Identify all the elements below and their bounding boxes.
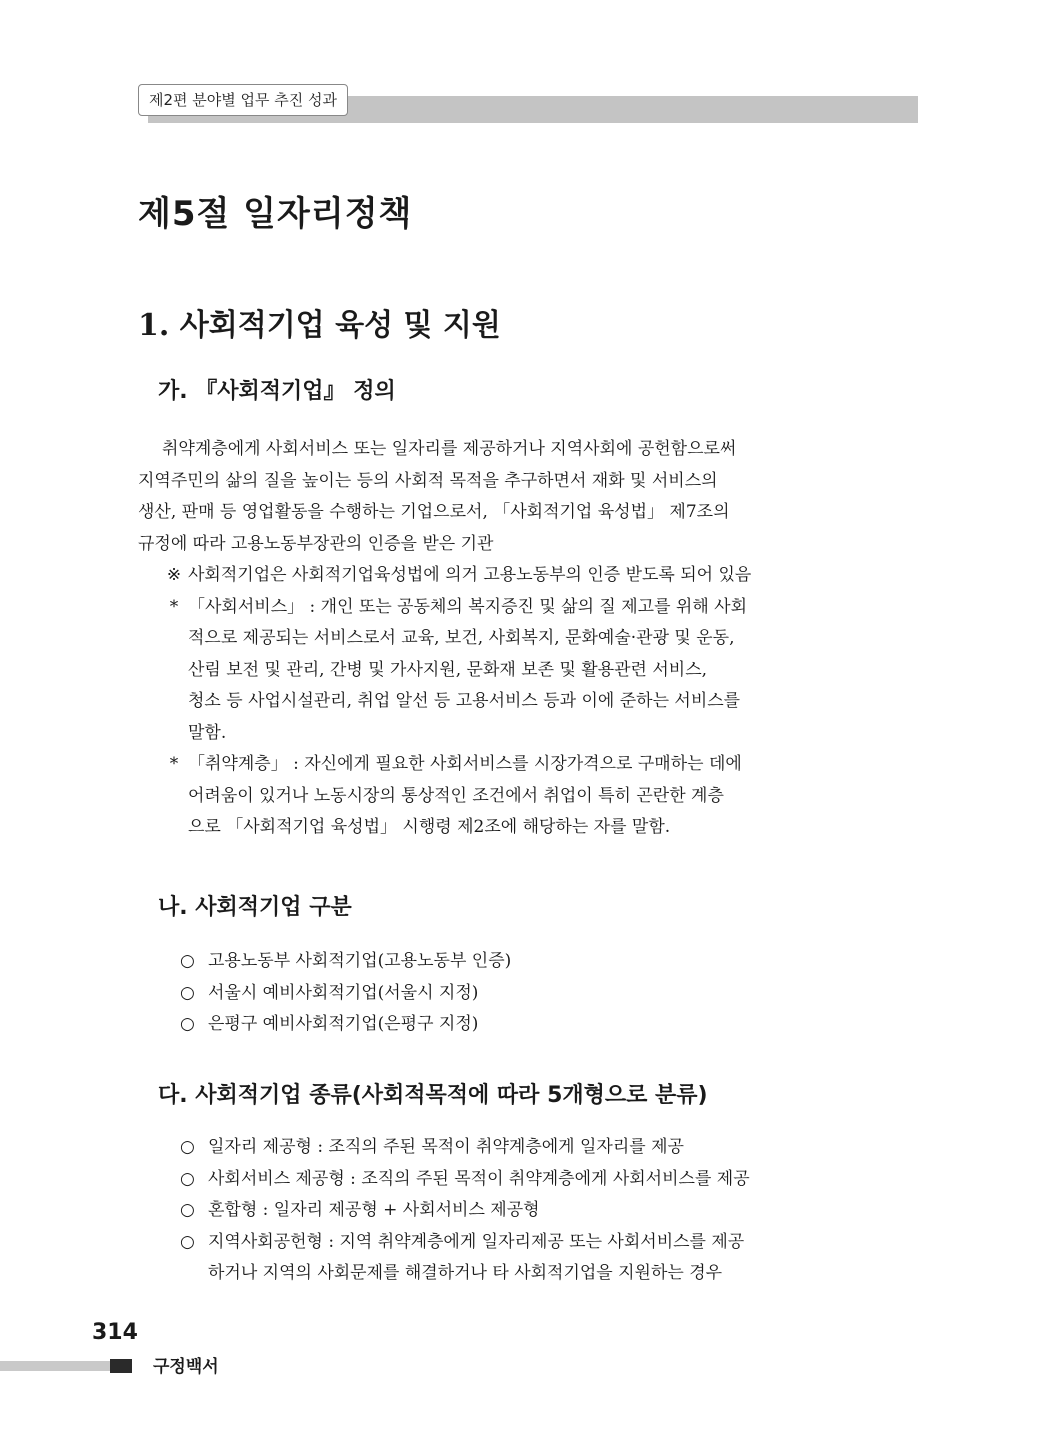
footer-block bbox=[110, 1359, 132, 1373]
def-line: 말함. bbox=[188, 722, 227, 743]
bullet-icon: ○ bbox=[180, 982, 195, 1003]
definition-line: 생산, 판매 등 영업활동을 수행하는 기업으로서, 「사회적기업 육성법」 제7조의 bbox=[138, 502, 730, 522]
bullet-icon: ○ bbox=[180, 1200, 195, 1220]
def-line: 「사회서비스」 : 개인 또는 공동체의 복지증진 및 삶의 질 제고를 위해 사회 bbox=[188, 596, 747, 617]
def-line: 으로 「사회적기업 육성법」 시행령 제2조에 해당하는 자를 말함. bbox=[188, 817, 671, 837]
asterisk-mark: * bbox=[169, 754, 179, 774]
definition-line: 취약계층에게 사회서비스 또는 일자리를 제공하거나 지역사회에 공헌함으로써 bbox=[162, 439, 737, 459]
vulnerable-group-definition bbox=[138, 749, 913, 781]
types-list bbox=[180, 1132, 750, 1290]
part-tab: 제2편 분야별 업무 추진 성과 bbox=[138, 84, 348, 116]
def-line: 청소 등 사업시설관리, 취업 알선 등 고용서비스 등과 이에 준하는 서비스를 bbox=[188, 691, 741, 711]
list-item: ○ 일자리 제공형 : 조직의 주된 목적이 취약계층에게 일자리를 제공 bbox=[180, 1132, 750, 1164]
page-number: 314 bbox=[92, 1320, 138, 1345]
list-item: ○ 혼합형 : 일자리 제공형 + 사회서비스 제공형 bbox=[180, 1195, 750, 1227]
list-item: ○ 은평구 예비사회적기업(은평구 지정) bbox=[180, 1009, 511, 1041]
def-line: 어려움이 있거나 노동시장의 통상적인 조건에서 취업이 특히 곤란한 계층 bbox=[188, 785, 724, 806]
bullet-icon: ○ bbox=[180, 1231, 195, 1252]
definition-block bbox=[138, 434, 913, 844]
footer-bar bbox=[0, 1361, 110, 1371]
section-title: 제5절 일자리정책 bbox=[138, 194, 413, 234]
heading-1: 1. 사회적기업 육성 및 지원 bbox=[138, 308, 501, 343]
list-item: ○ 고용노동부 사회적기업(고용노동부 인증) bbox=[180, 946, 511, 978]
heading-definition: 가. 『사회적기업』 정의 bbox=[158, 379, 396, 404]
list-item: ○ 서울시 예비사회적기업(서울시 지정) bbox=[180, 978, 511, 1010]
note-mark: ※ bbox=[166, 565, 182, 585]
note bbox=[138, 560, 913, 592]
list-item-continuation: 하거나 지역의 사회문제를 해결하거나 타 사회적기업을 지원하는 경우 bbox=[208, 1263, 723, 1283]
list-item: ○ 지역사회공헌형 : 지역 취약계층에게 일자리제공 또는 사회서비스를 제공 bbox=[180, 1227, 750, 1259]
definition-line: 지역주민의 삶의 질을 높이는 등의 사회적 목적을 추구하면서 재화 및 서비스의 bbox=[138, 470, 718, 491]
social-service-definition bbox=[138, 592, 913, 624]
heading-types: 다. 사회적기업 종류(사회적목적에 따라 5개형으로 분류) bbox=[158, 1083, 708, 1108]
bullet-icon: ○ bbox=[180, 951, 195, 971]
definition-line: 규정에 따라 고용노동부장관의 인증을 받은 기관 bbox=[138, 533, 494, 554]
def-line: 적으로 제공되는 서비스로서 교육, 보건, 사회복지, 문화예술·관광 및 운동, bbox=[188, 628, 735, 648]
bullet-icon: ○ bbox=[180, 1014, 195, 1034]
asterisk-mark: * bbox=[169, 596, 179, 617]
def-line: 「취약계층」 : 자신에게 필요한 사회서비스를 시장가격으로 구매하는 데에 bbox=[188, 754, 742, 774]
heading-classification: 나. 사회적기업 구분 bbox=[158, 895, 352, 920]
footer-label: 구정백서 bbox=[153, 1357, 219, 1377]
bullet-icon: ○ bbox=[180, 1137, 195, 1157]
note-text: 사회적기업은 사회적기업육성법에 의거 고용노동부의 인증 받도록 되어 있음 bbox=[188, 565, 752, 585]
bullet-icon: ○ bbox=[180, 1168, 195, 1189]
list-item: ○ 사회서비스 제공형 : 조직의 주된 목적이 취약계층에게 사회서비스를 제공 bbox=[180, 1164, 750, 1196]
def-line: 산림 보전 및 관리, 간병 및 가사지원, 문화재 보존 및 활용관련 서비스, bbox=[188, 659, 708, 680]
classification-list bbox=[180, 946, 511, 1041]
